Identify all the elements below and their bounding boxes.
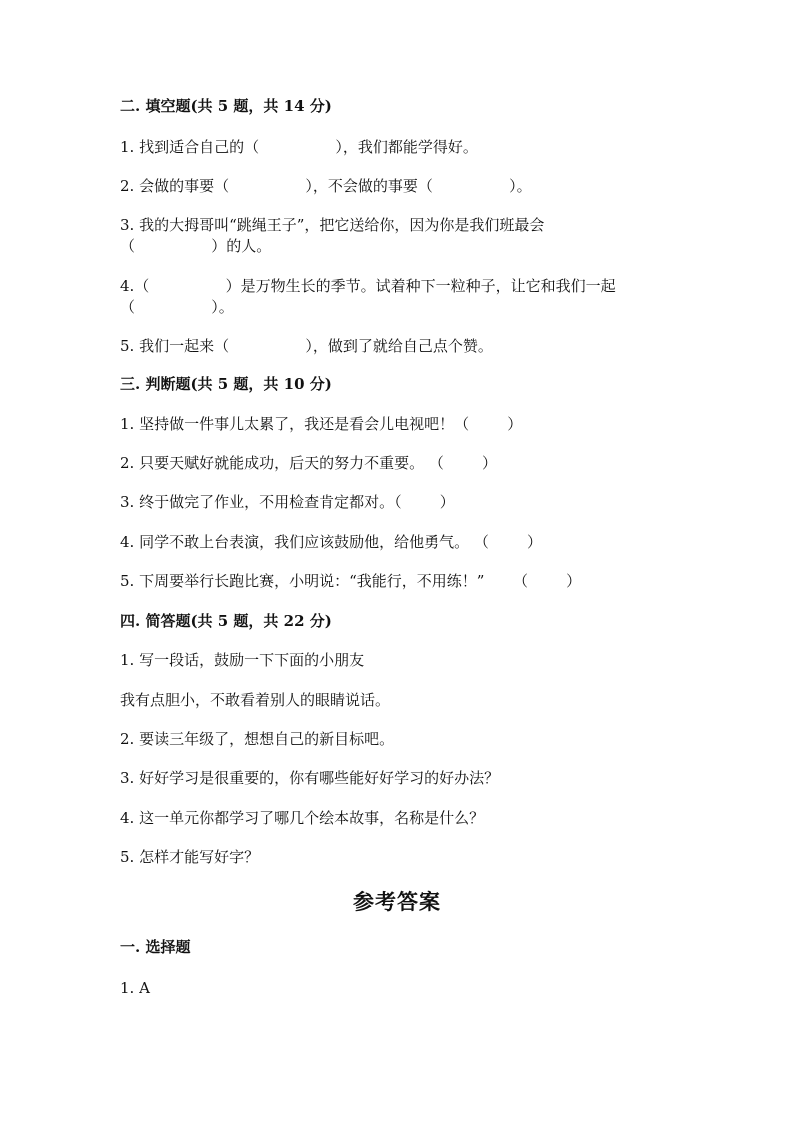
judge-question-2: 2. 只要天赋好就能成功，后天的努力不重要。 （ ） bbox=[120, 454, 497, 472]
fill-question-2: 2. 会做的事要（ ），不会做的事要（ ）。 bbox=[120, 177, 532, 195]
answer-key-title: 参考答案 bbox=[353, 889, 441, 914]
section-3-heading: 三. 判断题(共 5 题，共 10 分) bbox=[120, 375, 332, 393]
fill-question-4-line-1: 4.（ ）是万物生长的季节。试着种下一粒种子，让它和我们一起 bbox=[120, 277, 616, 295]
answer-section-1-heading: 一. 选择题 bbox=[120, 938, 191, 956]
fill-question-5: 5. 我们一起来（ ），做到了就给自己点个赞。 bbox=[120, 337, 493, 355]
fill-question-4-line-2: （ ）。 bbox=[120, 298, 234, 316]
judge-question-5: 5. 下周要举行长跑比赛，小明说：“我能行，不用练！” （ ） bbox=[120, 572, 582, 590]
answer-1: 1. A bbox=[120, 979, 150, 997]
section-4-heading: 四. 简答题(共 5 题，共 22 分) bbox=[120, 612, 332, 630]
short-answer-question-1: 1. 写一段话，鼓励一下下面的小朋友 bbox=[120, 651, 365, 669]
fill-question-1: 1. 找到适合自己的（ ），我们都能学得好。 bbox=[120, 138, 478, 156]
short-answer-question-5: 5. 怎样才能写好字？ bbox=[120, 848, 260, 866]
section-2-heading: 二. 填空题(共 5 题，共 14 分) bbox=[120, 97, 332, 115]
short-answer-question-2: 2. 要读三年级了，想想自己的新目标吧。 bbox=[120, 730, 395, 748]
fill-question-3-line-1: 3. 我的大拇哥叫“跳绳王子”，把它送给你，因为你是我们班最会 bbox=[120, 216, 545, 234]
judge-question-1: 1. 坚持做一件事儿太累了，我还是看会儿电视吧！（ ） bbox=[120, 415, 523, 433]
fill-question-3-line-2: （ ）的人。 bbox=[120, 237, 272, 255]
judge-question-3: 3. 终于做完了作业，不用检查肯定都对。（ ） bbox=[120, 493, 455, 511]
short-answer-question-3: 3. 好好学习是很重要的，你有哪些能好好学习的好办法？ bbox=[120, 769, 500, 787]
short-answer-question-1-prompt: 我有点胆小，不敢看着别人的眼睛说话。 bbox=[120, 691, 391, 709]
judge-question-4: 4. 同学不敢上台表演，我们应该鼓励他，给他勇气。 （ ） bbox=[120, 533, 542, 551]
short-answer-question-4: 4. 这一单元你都学习了哪几个绘本故事，名称是什么？ bbox=[120, 809, 485, 827]
